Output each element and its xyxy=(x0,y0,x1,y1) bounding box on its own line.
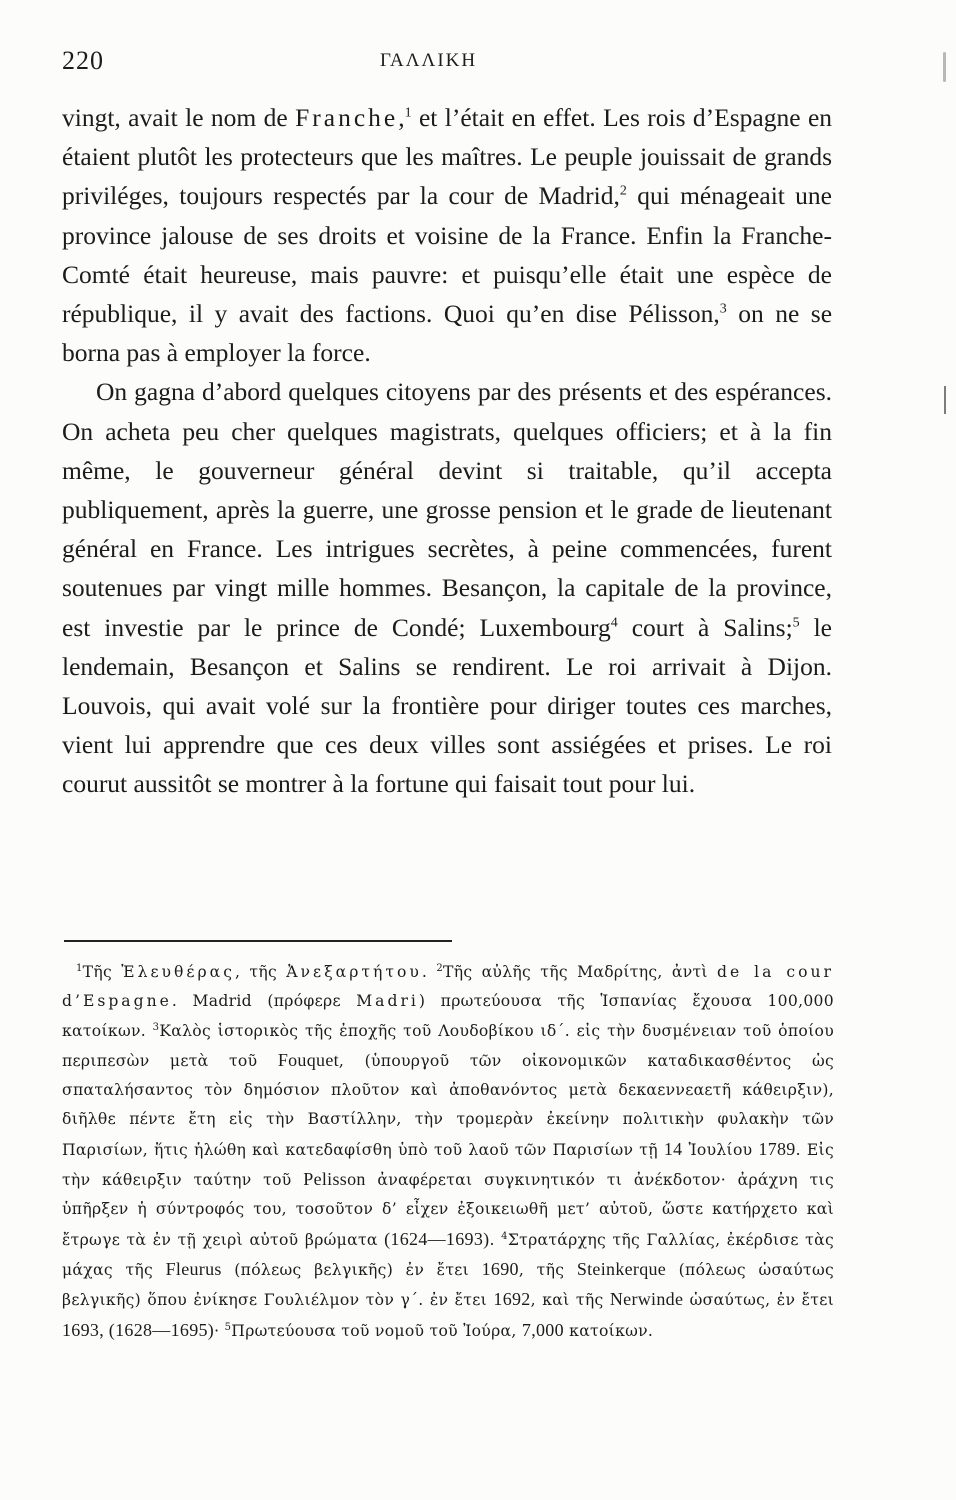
page-number: 220 xyxy=(62,46,104,75)
footnote-text: 1692 xyxy=(493,1289,531,1310)
paragraph-1 xyxy=(62,98,832,372)
text-run: et l’était en effet. Les rois d’Espagne en étaient plutôt les protecteurs que les maîtres. Le peuple jouissait de grands priviléges, toujours respectés par la cour de Madrid, xyxy=(62,103,833,211)
footnote-marker-3: 3 xyxy=(152,1021,160,1033)
footnote-text: Madri xyxy=(356,992,419,1011)
footnote-text: · xyxy=(214,1321,220,1340)
text-run: le lendemain, Besançon et Salins se rendirent. Le roi arrivait à Dijon. Louvois, qui avait volé sur la frontière pour diriger toutes ces marches, vient lui apprendre que ces deux villes sont assiégées et prises. Le roi courut aussitôt se montrer à la fortune qui faisait tout pour lui. xyxy=(62,612,832,799)
page-edge-mark xyxy=(944,386,946,414)
footnote-ref-2: 2 xyxy=(619,183,627,199)
footnote-text: Τῆς xyxy=(82,963,122,981)
text-run: qui ménageait une province jalouse de ses droits et voisine de la France. Enfin la Franche-Comté était heureuse, mais pauvre: et puisqu’elle était une espèce de république, il y avait des factions. Quoi qu’en dise Pélisson, xyxy=(62,181,832,329)
footnotes xyxy=(62,958,834,1346)
footnote-ref-1: 1 xyxy=(404,105,412,121)
footnote-text: 14 xyxy=(663,1138,683,1159)
footnote-marker-1: 1 xyxy=(76,962,83,974)
footnote-text: . Εἰς τὴν κάθειρξιν ταύτην τοῦ xyxy=(62,1140,834,1190)
running-head: ΓΑΛΛΙΚΗ xyxy=(380,50,478,71)
footnote-text: Fleurus xyxy=(165,1258,222,1279)
footnote-text: Nerwinde xyxy=(609,1289,684,1310)
footnote-text: Πρωτεύουσα τοῦ νομοῦ τοῦ Ἰούρα, xyxy=(231,1321,522,1340)
footnote-text: . xyxy=(489,1230,495,1249)
footnote-text: κατοίκων. xyxy=(563,1321,654,1340)
footnote-text: de la cour d’Espagne xyxy=(62,963,835,1011)
footnote-text: ὡσαύτως, ἐν ἔτει xyxy=(683,1291,834,1310)
footnote-text: Steinkerque xyxy=(576,1258,667,1279)
footnote-text: , καὶ τῆς xyxy=(530,1291,610,1310)
page-edge-mark xyxy=(943,52,946,82)
footnote-text: Ἐλευθέρας xyxy=(121,963,235,981)
footnote-text: . Madrid (πρόφερε xyxy=(171,992,357,1011)
emphasis-spaced: Franche xyxy=(295,103,399,132)
footnote-text: (πόλεως βελγικῆς) ἐν ἔτει xyxy=(221,1260,482,1279)
footnote-text: Ἰουλίου xyxy=(682,1140,759,1159)
footnote-text: Καλὸς ἱστορικὸς τῆς ἐποχῆς τοῦ Λουδοβίκου ιδ΄. εἰς τὴν δυσμένειαν τοῦ ὁποίου περιπεσὼν μετὰ τοῦ xyxy=(62,1021,834,1070)
footnote-marker-2: 2 xyxy=(436,962,443,974)
text-run: On gagna d’abord quelques citoyens par des présents et des espérances. On acheta peu cher quelques magistrats, quelques officiers; et à la fin même, le gouverneur général devint si traitable, qu’il accepta publiquement, après la guerre, une grosse pension et le grade de lieutenant général en France. Les intrigues secrètes, à peine commencées, furent soutenues par vingt mille hommes. Besançon, la capitale de la province, est investie par le prince de Condé; Luxembourg xyxy=(62,377,832,642)
footnote-text: 1693, (1628—1695) xyxy=(62,1319,215,1340)
page-header xyxy=(62,40,832,80)
footnote-text: Τῆς αὐλῆς τῆς Μαδρίτης, ἀντὶ xyxy=(443,963,718,981)
footnote-text: , τῆς xyxy=(518,1260,577,1279)
text-run: on ne se borna pas à employer la force. xyxy=(62,299,833,368)
footnote-block xyxy=(62,958,834,1346)
main-text xyxy=(62,98,832,804)
text-run: , xyxy=(398,103,405,132)
footnote-text: . xyxy=(421,963,428,981)
footnote-text: ) πρωτεύουσα τῆς Ἱσπανίας ἔχουσα 100,000 κατοίκων. xyxy=(62,992,834,1040)
paragraph-2 xyxy=(62,372,832,803)
footnote-text: Fouquet xyxy=(277,1049,339,1070)
footnote-marker-4: 4 xyxy=(501,1230,508,1242)
footnote-text: Στρατάρχης τῆς Γαλλίας, ἐκέρδισε τὰς μάχας τῆς xyxy=(62,1230,834,1279)
footnote-text: , (ὑπουργοῦ τῶν οἰκονομικῶν καταδικασθέντος ὡς σπαταλήσαντος τὸν δημόσιον πλοῦτον καὶ ἀποθανόντος μετὰ δεκαεννεαετῆ κάθειρξιν), διῆλθε πέντε ἔτη εἰς τὴν Βαστίλλην, τὴν τρομερὰν ἐκείνην πολιτικὴν φυλακὴν τῶν Παρισίων, ἥτις ἡλώθη καὶ κατεδαφίσθη ὑπὸ τοῦ λαοῦ τῶν Παρισίων τῇ xyxy=(62,1051,835,1159)
footnote-text: 7,000 xyxy=(521,1319,564,1340)
footnote-ref-5: 5 xyxy=(792,615,800,631)
footnote-text: , τῆς xyxy=(234,963,287,981)
text-run: vingt, avait le nom de xyxy=(62,103,296,132)
footnote-text: 1789 xyxy=(758,1138,796,1159)
footnote-rule xyxy=(64,940,452,942)
footnote-text: Ἀνεξαρτήτου xyxy=(286,963,422,981)
footnote-text: (1624—1693) xyxy=(384,1228,490,1249)
footnote-text: 1690 xyxy=(481,1258,519,1279)
footnote-text: (πόλεως ὡσαύτως βελγικῆς) ὅπου ἐνίκησε Γουλιέλμον τὸν γ΄. ἐν ἔτει xyxy=(62,1260,834,1310)
footnote-marker-5: 5 xyxy=(224,1321,232,1333)
footnote-ref-3: 3 xyxy=(719,301,727,317)
footnote-text: Pelisson xyxy=(303,1169,366,1190)
footnote-ref-4: 4 xyxy=(610,615,618,631)
text-run: court à Salins; xyxy=(617,612,793,642)
footnote-text: ἀναφέρεται συγκινητικόν τι ἀνέκδοτον· ἀράχνη τις ὑπῆρξεν ἡ σύντροφός του, τοσοῦτον δ’ εἶχεν ἐξοικειωθῆ μετ’ αὐτοῦ, ὥστε κατήρχετο καὶ ἔτρωγε τὰ ἐν τῇ χειρὶ αὐτοῦ βρώματα xyxy=(62,1171,834,1249)
